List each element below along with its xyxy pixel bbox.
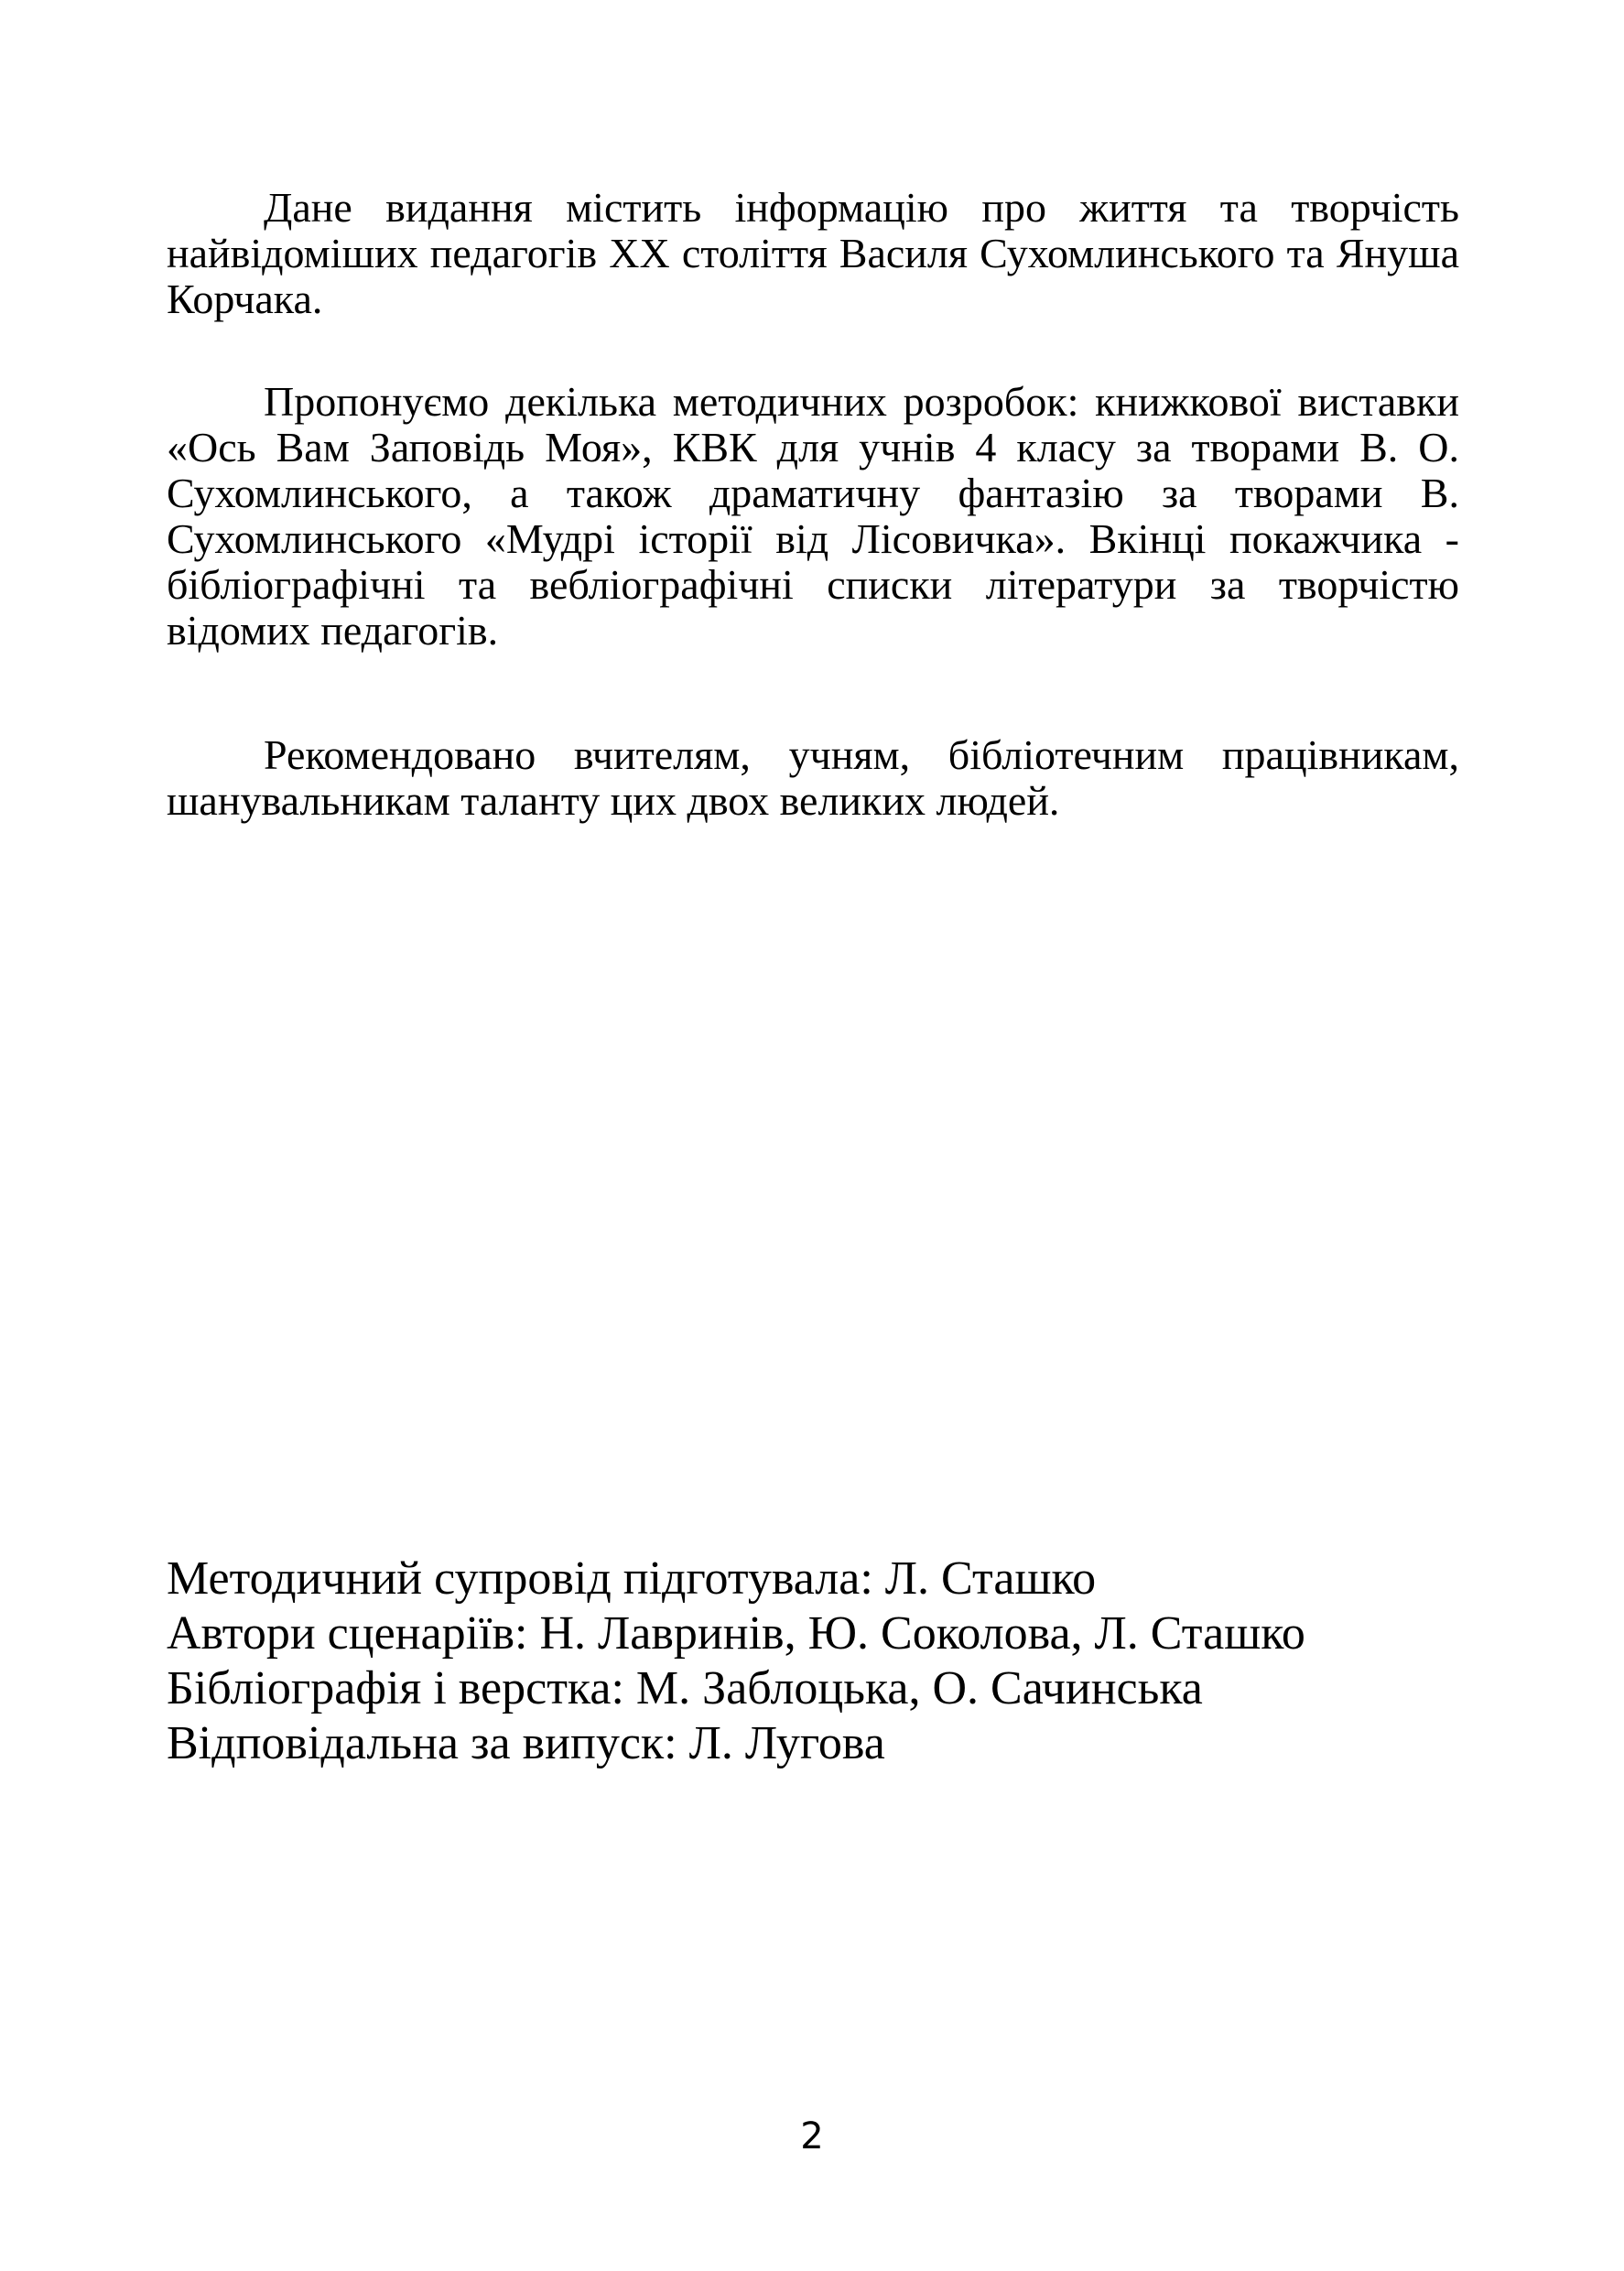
- methods-paragraph-block: [167, 379, 1459, 654]
- credit-script-authors: Автори сценаріїв: Н. Лавринів, Ю. Соколова, Л. Сташко: [167, 1607, 1305, 1660]
- recommendation-paragraph-block: [167, 732, 1459, 824]
- intro-paragraph-block: [167, 185, 1459, 322]
- page-number: 2: [800, 2115, 824, 2157]
- credit-bibliography-layout: Бібліографія і верстка: М. Заблоцька, О. Сачинська: [167, 1662, 1203, 1714]
- credit-methodical-support: Методичний супровід підготувала: Л. Сташко: [167, 1552, 1097, 1605]
- recommendation-paragraph: Рекомендовано вчителям, учням, бібліотечним працівникам, шанувальникам таланту цих двох великих людей.: [167, 731, 1459, 824]
- methods-paragraph: Пропонуємо декілька методичних розробок: книжкової виставки «Ось Вам Заповідь Моя», КВК для учнів 4 класу за творами В. О. Сухомлинського, а також драматичну фантазію за творами В. Сухомлинського «Мудрі історії від Лісовичка». Вкінці покажчика - бібліографічні та вебліографічні списки літератури за творчістю відомих педагогів.: [167, 378, 1459, 654]
- credit-responsible-editor: Відповідальна за випуск: Л. Лугова: [167, 1717, 885, 1769]
- intro-paragraph: Дане видання містить інформацію про життя та творчість найвідоміших педагогів XX століття Василя Сухомлинського та Януша Корчака.: [167, 184, 1459, 322]
- credits-block: [167, 1552, 1459, 1771]
